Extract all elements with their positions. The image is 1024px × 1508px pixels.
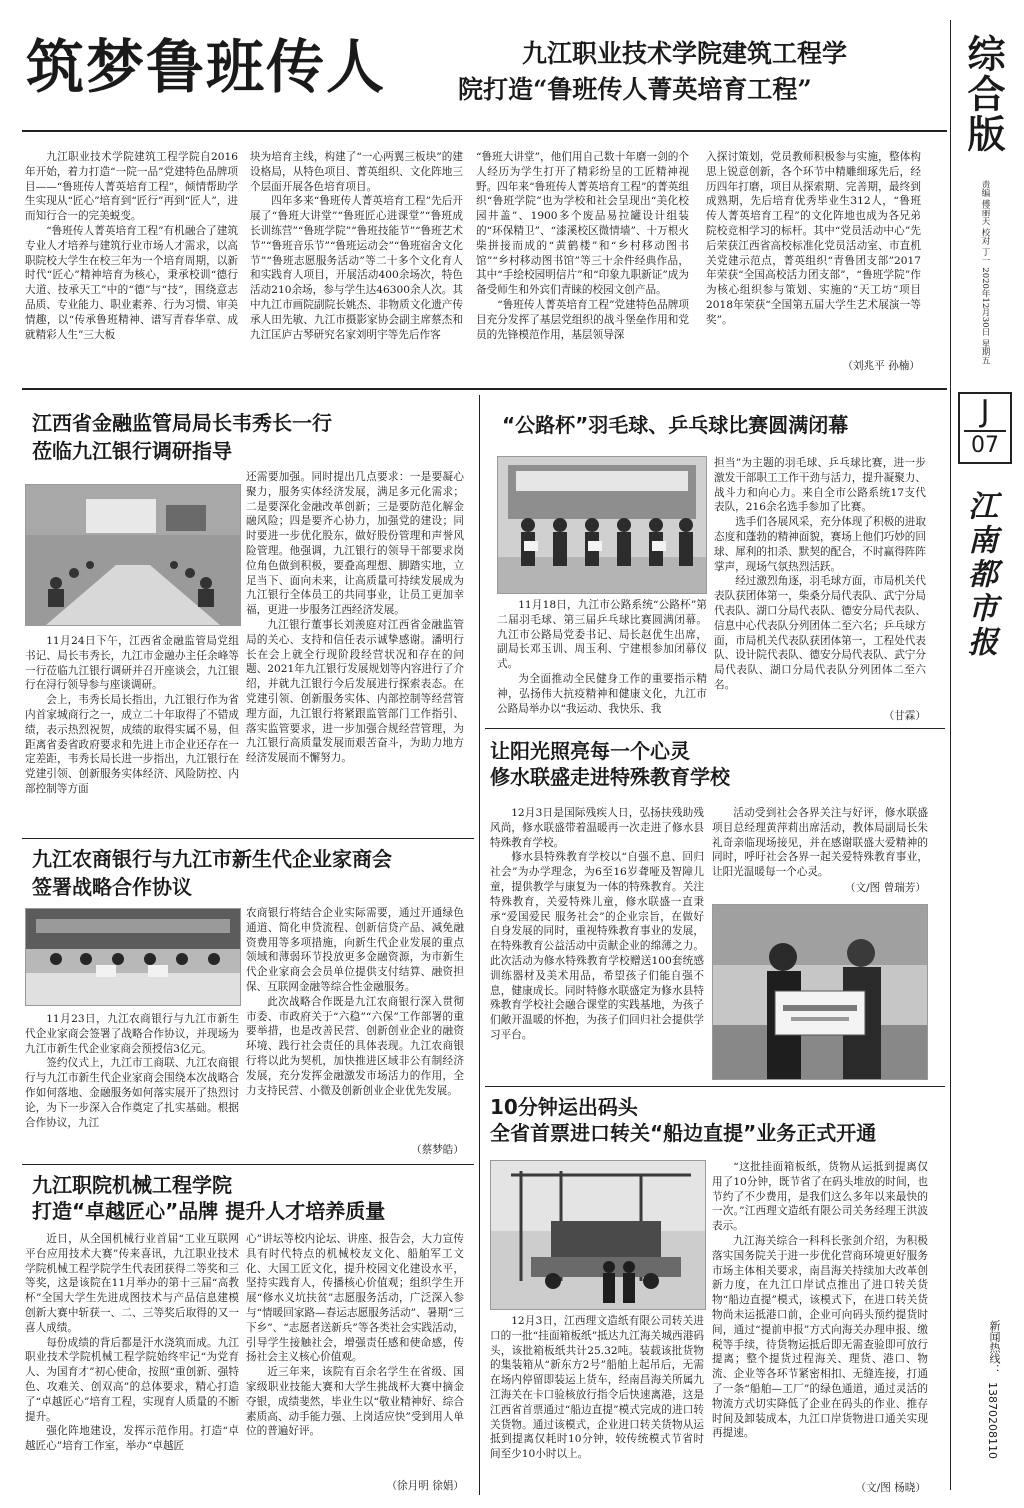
a4-title-1: 让阳光照亮每一个心灵: [490, 739, 690, 763]
a1-column-2: [246, 470, 464, 834]
a4-title-2: 修水联盛走进特殊教育学校: [490, 765, 730, 789]
divider-left-2: [22, 1164, 474, 1165]
lead-subtitle-1: 九江职业技术学院建筑工程学: [522, 39, 848, 68]
paragraph: 修水县特殊教育学校以“自强不息、回归社会”为办学理念，为6至16岁聋哑及智障儿童，提供教学与康复为一体的特殊教育。关注特殊教育，关爱特殊儿童，修水联盛一直秉承“爱国爱民 服务社会”的企业宗旨，在做好自身发展的同时，重视特殊教育事业的发展，在特殊教育公益活动中贡献企业的绵薄之力。此次活动为修水特殊教育学校赠送100套统感训练器材及美术用品，希望孩子们能自强不息，健康成长。同时特修水联盛定为修水县特殊教育学校社会融合课堂的实践基地，为孩子们敞开温暖的怀抱，为孩子们回归社会提供学习平台。: [490, 851, 704, 1041]
a5-title-1: 九江职院机械工程学院: [32, 1173, 232, 1197]
paragraph: 农商银行将结合企业实际需要，通过开通绿色通道、简化申贷流程、创新信贷产品、减免融资费用等多项措施，向新生代企业发展的重点领域和薄弱环节投放更多金融资源，为市新生代企业家商会会员单位提供支付结算、融资担保、互联网金融等综合性金融服务。: [246, 907, 464, 993]
paragraph: 每份成绩的背后都是汗水浇筑而成。九江职业技术学院机械工程学院始终牢记“为党育人、为国育才”初心使命，按照“重创新、强特色、攻难关、创双高”的总体要求，精心打造了“卓越匠心”培育工程，实现育人质量的不断提升。: [25, 1336, 239, 1423]
a1-title-2: 莅临九江银行调研指导: [32, 439, 232, 463]
paragraph: 入探讨策划，党员教师积极参与实施，整体构思上锐意创新，各个环节中精雕细琢先后，经历四年打磨，项目从探索期、完善期，最终到成熟期，先后培育优秀毕业生312人，“鲁班传人菁英培育工程”的文化阵地也成为各兄弟院校竞相学习的标杆。其中“党员活动中心”先后荣获江西省高校标准化党员活动室、市直机关党建示范点，菁英组织“青鲁团支部”2017年荣获“全国高校活力团支部”，“鲁班学院”作为核心组织参与策划、实施的“天工坊”项目2018年荣获“全国第五届大学生艺术展演一等奖”。: [706, 151, 921, 326]
a2-byline: （甘霖）: [883, 710, 926, 722]
paragraph: 活动受到社会各界关注与好评，修水联盛项目总经理黄萍莉出席活动，教体局副局长朱礼奇亲临现场接见，并在感谢联盛大爱精神的同时，呼吁社会各界一起关爱特殊教育事业，让阳光温暖每一个心灵。: [712, 807, 928, 879]
divider-right-2: [485, 1086, 945, 1087]
a3-column-2: [246, 906, 464, 1140]
award-ceremony-image: [498, 457, 706, 593]
a4-column-1: [490, 806, 704, 1076]
lead-rule: [22, 130, 947, 132]
lead-column-1: [25, 150, 238, 378]
paragraph: 11月23日，九江农商银行与九江市新生代企业家商会签署了战略合作协议，并现场为九江市新生代企业家商会预授信3亿元。: [25, 1013, 239, 1055]
masthead-logo: 江南都市报: [962, 490, 997, 660]
divider-right-1: [485, 728, 945, 729]
signing-ceremony-image: [26, 909, 240, 1005]
a3-column-1: [25, 1012, 239, 1162]
a3-title-1: 九江农商银行与九江市新生代企业家商会: [32, 847, 392, 871]
a5-byline: （徐月明 徐娟）: [386, 1480, 464, 1492]
section-title: 综合版: [961, 34, 1006, 154]
paragraph: 担当”为主题的羽毛球、乒乓球比赛，进一步激发干部职工工作干劲与活力，提升凝聚力、战斗力和向心力。来自全市公路系统17支代表队，216余名选手参加了比赛。: [714, 457, 926, 514]
page-number-box: [958, 392, 1012, 464]
a1-column-1: [25, 634, 239, 834]
a6-title-2: 全省首票进口转关“船边直提”业务正式开通: [490, 1121, 877, 1145]
lead-byline: （刘兆平 孙楠）: [842, 360, 920, 372]
page-num: 07: [971, 433, 999, 458]
a3-title-2: 签署战略合作协议: [32, 875, 192, 899]
port-crane-image: [491, 1161, 705, 1309]
a6-column-1: [490, 1314, 704, 1490]
paragraph: 近三年来，该院有百余名学生在省级、国家级职业技能大赛和大学生挑战杯大赛中摘金夺银，成绩斐然，毕业生以“敬业精神好、综合素质高、动手能力强、上岗适应快”受到用人单位的普遍好评。: [246, 1366, 464, 1438]
section-divider: [22, 388, 947, 390]
a1-title-1: 江西省金融监管局局长韦秀长一行: [32, 411, 332, 435]
award-photo: [497, 456, 707, 594]
paragraph: 九江银行董事长刘羡庭对江西省金融监管局的关心、支持和信任表示诚挚感谢。潘明行长在会上就全行现阶段经营状况和存在的问题、2021年九江银行发展规划等内容进行了介绍，并就九江银行今后发展进行探索表态。在党建引领、创新服务实体、内部控制等经营管理方面，九江银行将紧跟监管部门工作指引、落实监管要求，进一步加强合规经营管理，为九江银行高质量发展而艰苦奋斗，为助力地方经济发展而不懈努力。: [246, 618, 464, 765]
donation-image: [713, 905, 927, 1079]
a2-column-1: [497, 598, 707, 722]
a6-column-2: [712, 1160, 928, 1486]
meeting-photo: [25, 484, 241, 626]
paragraph: 强化阵地建设，发挥示范作用。打造“卓越匠心”培育工作室，举办“卓越匠: [25, 1425, 239, 1453]
a6-title-1: 10分钟运出码头: [490, 1095, 638, 1119]
a2-title: “公路杯”羽毛球、乒乓球比赛圆满闭幕: [502, 413, 849, 437]
donation-photo: [712, 904, 928, 1080]
a2-column-2: [714, 456, 926, 706]
paragraph: 九江职业技术学院建筑工程学院自2016年开始，着力打造“一院一品”党建特色品牌项目——“鲁班传人菁英培育工程”，倾情帮助学生实现从“匠心”培育到“匠行”再到“匠人”，进而知行合一的完美蜕变。: [25, 151, 238, 223]
paragraph: 选手们各展风采，充分体现了积极的进取态度和蓬勃的精神面貌，赛场上他们巧妙的回球、犀利的扣杀、默契的配合，不时赢得阵阵掌声，现场气氛热烈活跃。: [714, 516, 926, 573]
lead-column-2: [250, 150, 463, 378]
paragraph: “鲁班大讲堂”，他们用自己数十年磨一剑的个人经历为学生打开了精彩纷呈的工匠精神视野。四年来“鲁班传人菁英培育工程”的菁英组织“鲁班学院”也为学校和社会呈现出“美化校园井盖”、1900多个废品易拉罐设计组装的“环保精卫”、“漆溪校区微情墙”、十万根火柴拼接而成的“黄鹤楼”和“乡村移动图书馆”“乡村移动图书馆”等三十余件经典作品，其中“手绘校园明信片”和“印象九职新证”成为备受师生和外宾们青睐的校园文创产品。: [476, 151, 689, 297]
lead-column-4: [706, 150, 921, 350]
paragraph: 近日，从全国机械行业首届“工业互联网平台应用技术大赛”传来喜讯，九江职业技术学院机械工程学院学生代表团获得二等奖和三等奖，这是该院在11月举办的第十三届“高教杯”全国大学生先进成图技术与产品信息建模创新大赛中斩获一、二、三等奖后取得的又一喜人成绩。: [25, 1233, 239, 1334]
paragraph: 此次战略合作既是九江农商银行深入贯彻市委、市政府关于“六稳”“六保”工作部署的重要举措，也是改善民营、创新创业企业的融资环境、践行社会责任的具体表现。九江农商银行将以此为契机，加快推进区域非公有制经济发展，充分发挥金融激发市场活力的作用，全力支持民营、小微及创新创业企业优先发展。: [246, 995, 464, 1097]
port-photo: [490, 1160, 706, 1310]
a5-title-2: 打造“卓越匠心”品牌 提升人才培养质量: [32, 1199, 386, 1223]
paragraph: 12月3日，江西理文造纸有限公司转关进口的一批“挂面箱板纸”抵达九江海关城西港码头，该批箱板纸共计25.32吨。装载该批货物的集装箱从“新东方2号”船舶上起吊后，无需在场内停留即装运上货车，经南昌海关所属九江海关在卡口验核放行指令后快速离港，这是江西省首票通过“船边直提”模式完成的进口转关货物。通过该模式，企业进口转关货物从运抵到提离仅耗时10分钟，较传统模式节省时间至少10小时以上。: [490, 1315, 704, 1461]
paragraph: 四年多来“鲁班传人菁英培育工程”先后开展了“鲁班大讲堂”“鲁班匠心进课堂”“鲁班成长训练营”“鲁班学院”“鲁班技能节”“鲁班艺术节”“鲁班音乐节”“鲁班运动会”“鲁班宿舍文化节”“鲁班志愿服务活动”等二十多个文化育人和实践育人项目，开展活动400余场次，特色活动210余场，参与学生达46300余人次。其中九江市画院副院长姚杰、非物质文化遗产传承人田先敏、九江市摄影家协会副主席蔡杰和九江匡庐古琴研究名家刘明宇等先后作客: [250, 195, 463, 341]
a5-column-2: [246, 1232, 464, 1476]
sidebar-divider: [950, 20, 951, 1490]
a3-byline: （蔡梦皓）: [411, 1144, 464, 1156]
a5-column-1: [25, 1232, 239, 1494]
lead-subtitle-2: 院打造“鲁班传人菁英培育工程”: [458, 75, 812, 104]
paragraph: 12月3日是国际残疾人日，弘扬扶残助残风尚，修水联盛带着温暖再一次走进了修水县特殊教育学校。: [490, 807, 704, 849]
paragraph: “这批挂面箱板纸，货物从运抵到提离仅用了10分钟，既节省了在码头堆放的时间，也节约了不少费用，是我们这么多年以来最快的一次。”江西理文造纸有限公司关务经理王洪波表示。: [712, 1161, 928, 1233]
vertical-divider: [479, 395, 480, 1495]
paragraph: 为全面推动全民健身工作的重要指示精神，弘扬伟大抗疫精神和健康文化，九江市公路局举办以“我运动、我快乐、我: [497, 672, 707, 715]
paragraph: 心”讲坛等校内论坛、讲座、报告会，大力宣传具有时代特点的机械校友文化、船舶军工文化、大国工匠文化，提升校园文化建设水平，坚持实践育人，传播核心价值观；组织学生开展“修水义坑扶贫”志愿服务活动，广泛深入参与“情暖回家路—春运志愿服务活动”、暑期“三下乡”、“志愿者送新兵”等各类社会实践活动，引导学生接触社会，增强责任感和使命感，传扬社会主义核心价值观。: [246, 1233, 464, 1364]
page-letter: J: [980, 394, 990, 429]
lead-headline: 筑梦鲁班传人: [26, 33, 387, 101]
paragraph: 会上，韦秀长局长指出，九江银行作为省内首家城商行之一，成立二十年取得了不错成绩，表示热烈祝贺，成绩的取得实属不易，但距离省委省政府要求和先进上市企业还存在一定差距，韦秀长局长进一步指出，九江银行在党建引领、创新服务实体经济、风险防控、内部控制等方面: [25, 694, 239, 795]
paragraph: 签约仪式上，九江市工商联、九江农商银行与九江市新生代企业家商会围绕本次战略合作如何落地、金融服务如何落实展开了热烈讨论，为下一步深入合作奠定了扎实基础。根据合作协议，九江: [25, 1057, 239, 1129]
paragraph: 11月18日，九江市公路系统“公路杯”第二届羽毛球、第三届乒乓球比赛圆满闭幕。九江市公路局党委书记、局长赵优生出席，副局长邓玉训、周玉利、宁建根参加闭幕仪式。: [497, 599, 707, 671]
paragraph: “鲁班传人菁英培育工程”有机融合了建筑专业人才培养与建筑行业市场人才需求，以高职院校大学生在校三年为一个培育周期，以新时代“匠心”精神培育为核心，秉承校训“德行大道、技承天工”中的“德”与“技”，围绕意志品质、专业能力、职业素养、行为习惯、审美情趣，以“传承鲁班精神、谱写青春华章、成就精彩人生”三大板: [25, 224, 238, 341]
paragraph: 块为培育主线，构建了“一心两翼三板块”的建设格局，从特色项目、菁英组织、文化阵地三个层面开展各色培育项目。: [250, 151, 463, 193]
hotline-label: 新闻热线：: [988, 1320, 1001, 1375]
paragraph: 九江海关综合一科科长张剑介绍，为积极落实国务院关于进一步优化营商环境更好服务市场主体相关要求，南昌海关持续加大改革创新力度，在九江口岸试点推出了进口转关货物“船边直提”模式，该模式下，在进口转关货物尚未运抵港口前，企业可向码头预约提货时间，通过“提前申报”方式向海关办理申报、缴税等手续，待货物运抵后即无需查验即可放行提离；整个提货过程海关、理货、港口、物流、企业等各环节紧密相扣、无缝连接，打通了一条“船舶—工厂”的绿色通道，通过灵活的物流方式切实降低了企业在码头的作业、推存时间及卸装成本，九江口岸货物进口通关实现再提速。: [712, 1234, 928, 1440]
paragraph: “鲁班传人菁英培育工程”党建特色品牌项目充分发挥了基层党组织的战斗堡垒作用和党员的先锋模范作用，基层领导深: [476, 298, 689, 341]
a4-byline: （文/图 曾瑞芳）: [844, 882, 926, 894]
paragraph: 11月24日下午，江西省金融监管局党组书记、局长韦秀长，九江市金融办主任余峰等一行莅临九江银行调研并召开座谈会，九江银行在浔行领导参与座谈调研。: [25, 635, 239, 692]
paragraph: 还需要加强。同时提出几点要求：一是要凝心聚力，服务实体经济发展，满足多元化需求；二是要深化金融改革创新；三是要防范化解金融风险；四是要齐心协力，加强党的建设；同时要进一步优化股东，做好股份管理和声誉风险管理。他强调，九江银行的领导干部要求岗位角色做到积极，要叠高理想、脚踏实地，立足当下、面向未来，让高质量可持续发展成为九江银行全体员工的共同事业，让员工更加幸福，更进一步服务江西经济发展。: [246, 471, 464, 617]
divider-left-1: [22, 838, 474, 839]
signing-photo: [25, 908, 241, 1006]
hotline-number: 13870208110: [986, 1382, 999, 1459]
paragraph: 经过激烈角逐，羽毛球方面，市局机关代表队获团体第一，柴桑分局代表队、武宁分局代表队、湖口分局代表队、德安分局代表队、信息中心代表队分列团体二至六名；乒乓球方面，市局机关代表队获团体第一，工程处代表队、设计院代表队、德安分局代表队、武宁分局代表队、湖口分局代表队分列团体二至六名。: [714, 575, 926, 691]
a6-byline: （文/图 杨晓）: [855, 1482, 926, 1494]
meeting-room-image: [26, 485, 240, 625]
page-meta: 责编 傅丽天 校对 丁一 2020年12月30日 星期五: [980, 180, 990, 365]
lead-column-3: [476, 150, 689, 378]
